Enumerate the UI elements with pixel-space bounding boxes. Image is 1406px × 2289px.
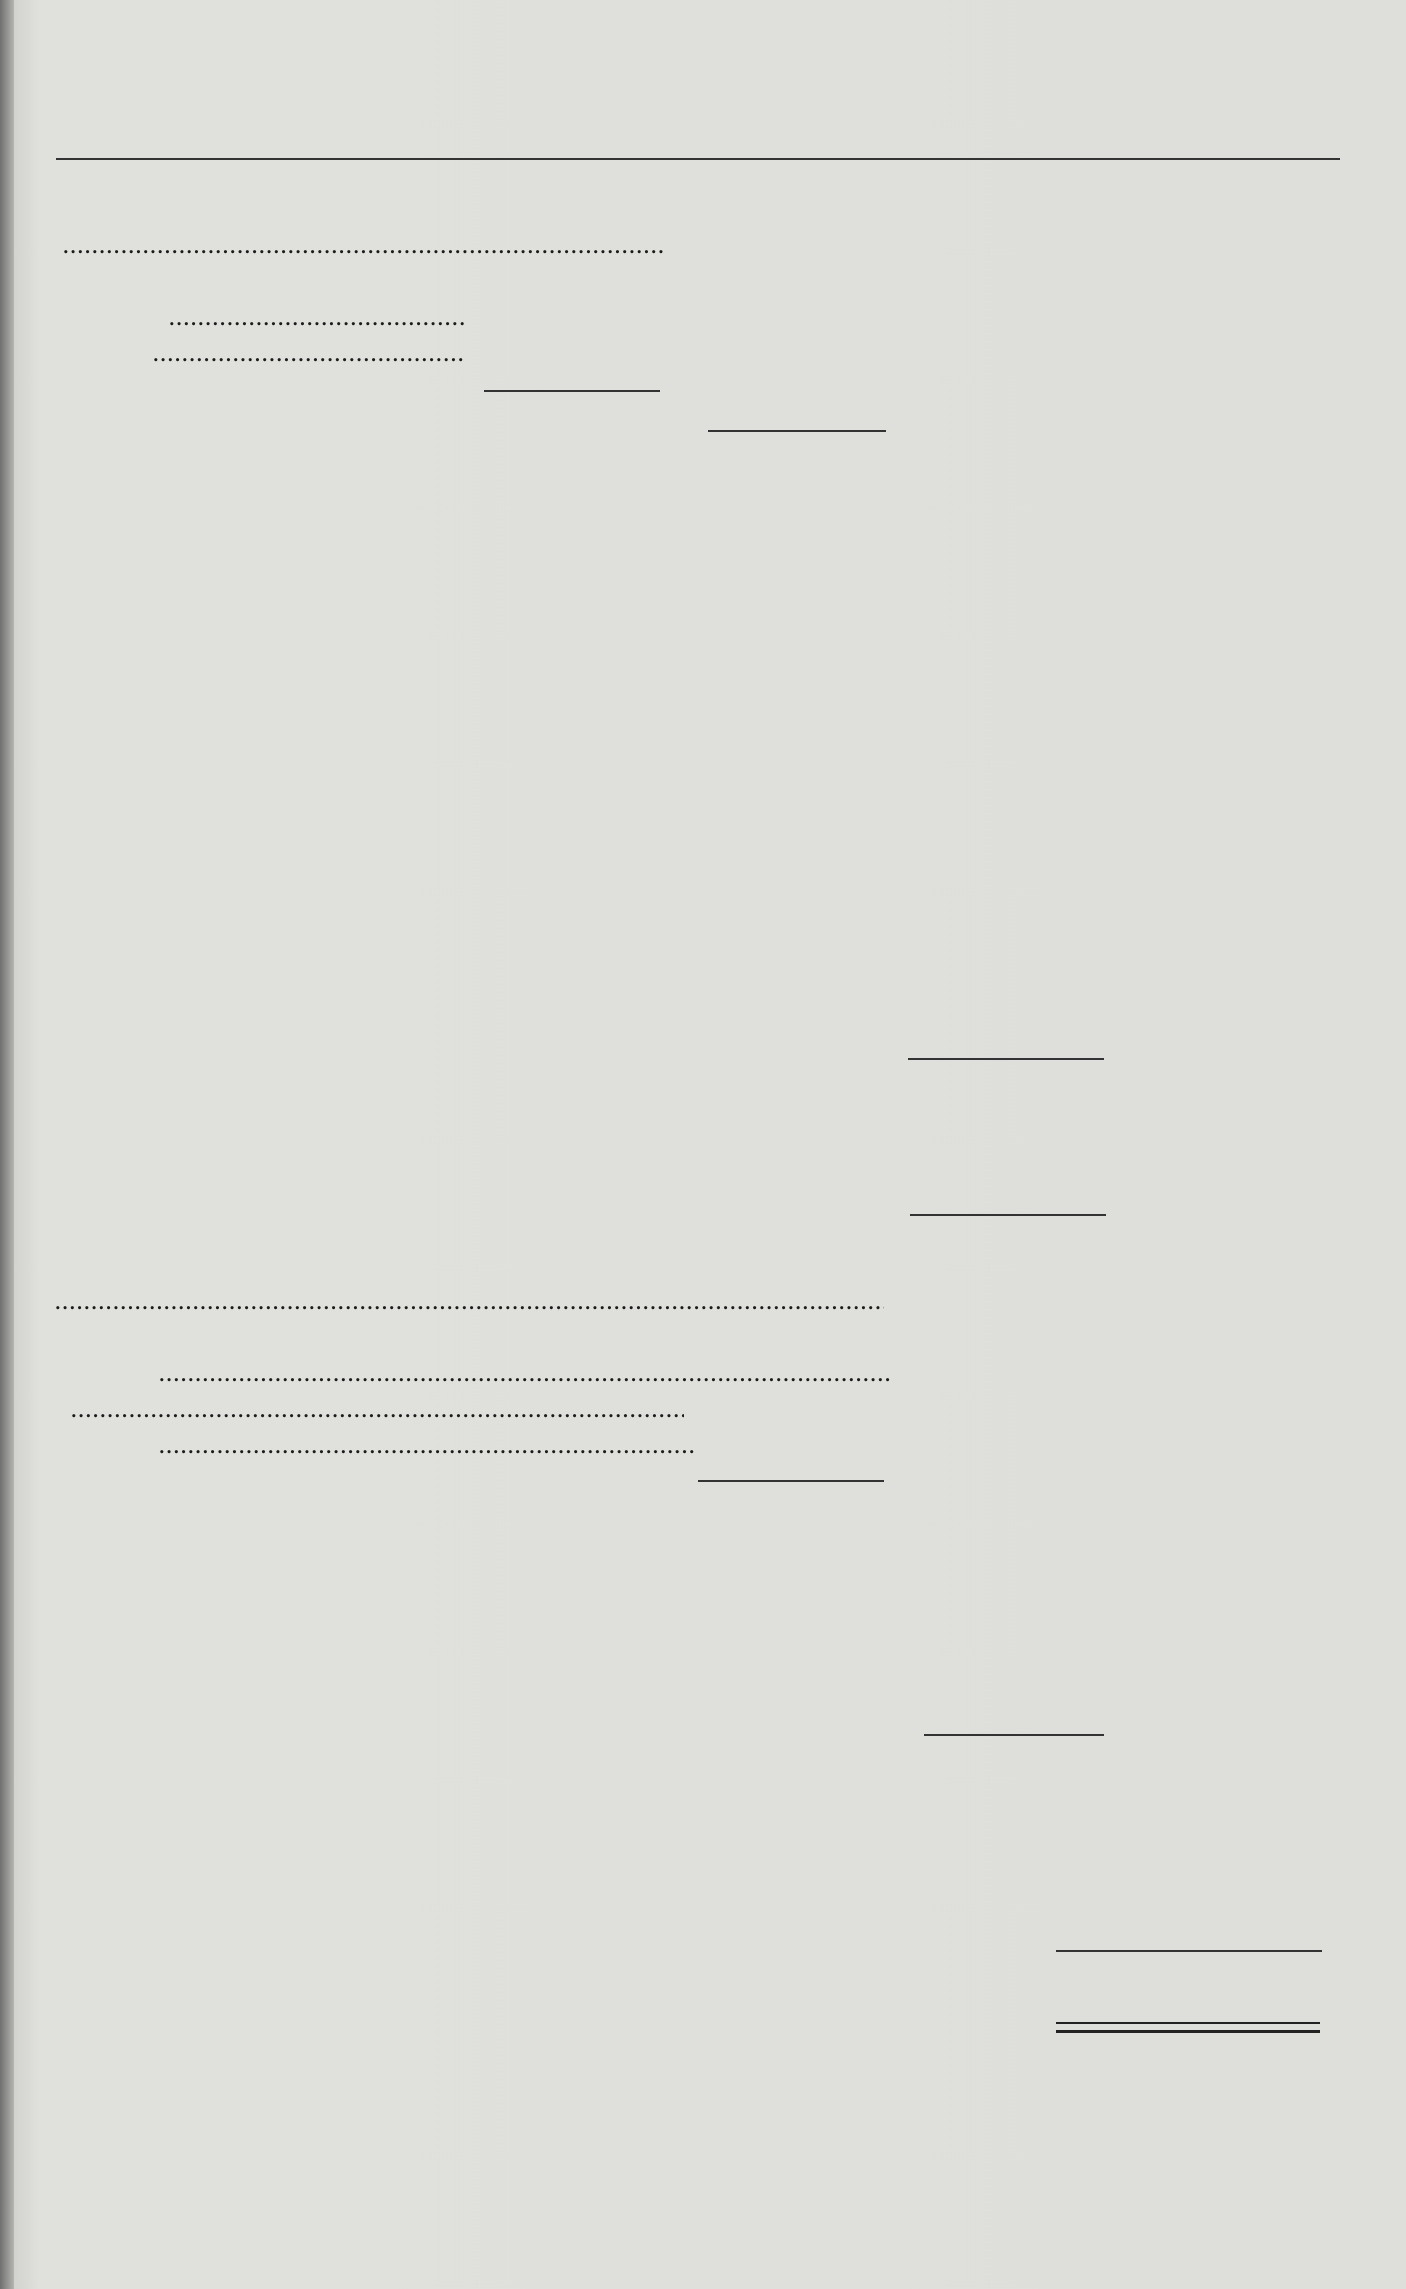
header-rule [56, 158, 1340, 160]
row-general-total [1120, 1720, 1332, 1756]
row-salaries-line1 [64, 1314, 964, 1350]
pensions-rule [910, 1214, 1106, 1216]
row-hospital-subtotal [900, 420, 1114, 456]
row-farm-less-sales [146, 330, 662, 366]
row-rent [48, 1278, 1106, 1314]
row-printing-net [900, 1462, 1106, 1498]
row-printing-less [152, 1422, 884, 1458]
row-salaries-line2 [152, 1350, 1106, 1386]
row-pensions-total [1120, 1200, 1334, 1236]
farm-rule [484, 390, 660, 392]
row-printing [64, 1386, 884, 1422]
book-spine [0, 0, 14, 2289]
grand-total-double-rule [1056, 2022, 1320, 2033]
row-farm [72, 258, 692, 294]
grand-total-rule [1056, 1950, 1322, 1952]
row-farm-outlay [162, 294, 662, 330]
row-hospital-total [1120, 1042, 1334, 1078]
printing-rule [698, 1480, 884, 1482]
hospital-items-rule [908, 1058, 1104, 1060]
row-housekeeping-pence [612, 222, 902, 258]
row-grand-total [1060, 1968, 1324, 2004]
row-farm-net [660, 376, 894, 412]
general-items-rule [924, 1734, 1104, 1736]
housekeeping-rule [708, 430, 886, 432]
